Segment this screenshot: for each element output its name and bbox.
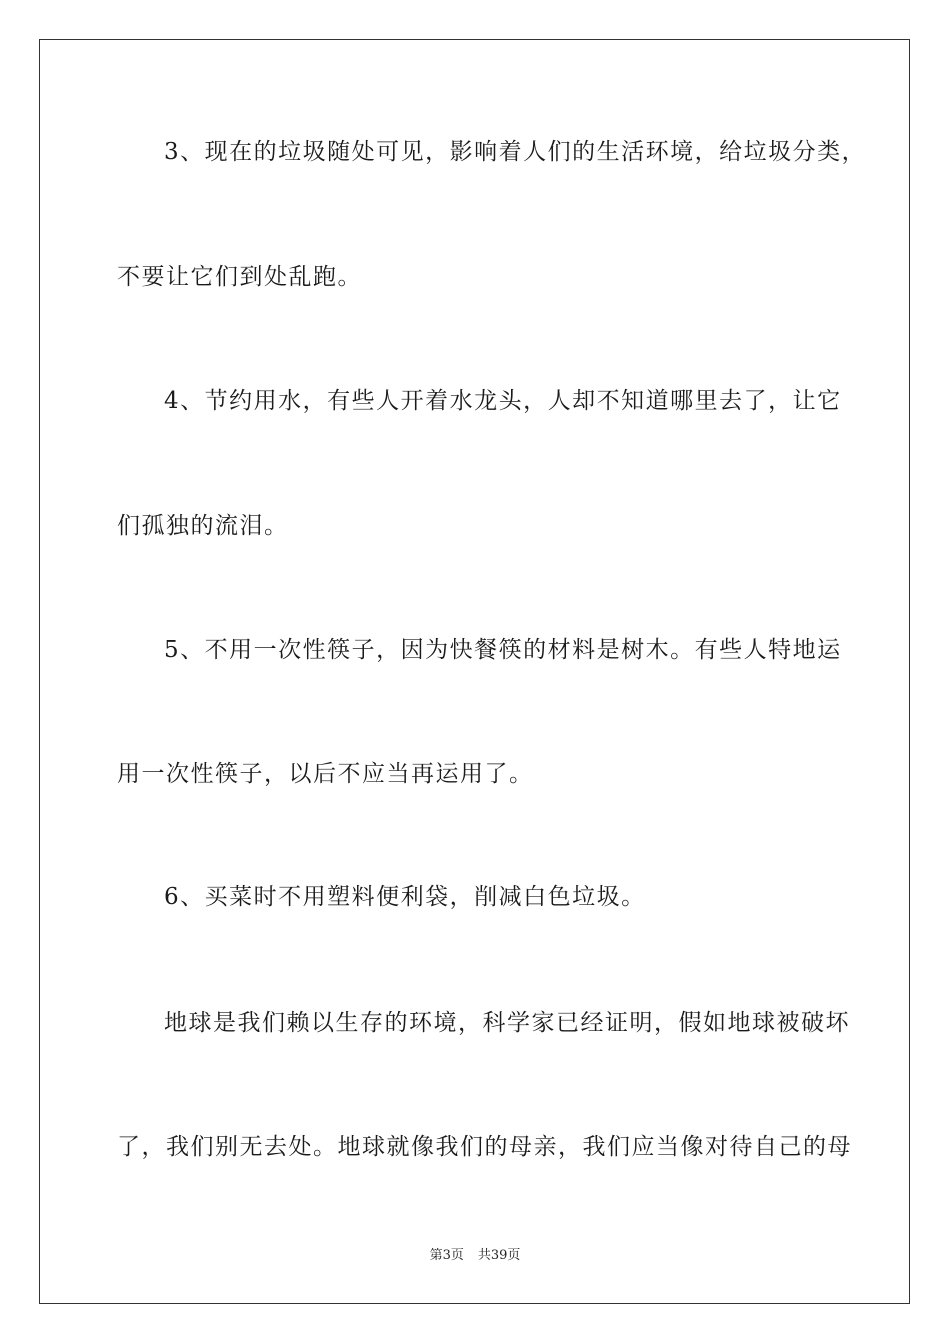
paragraph-6-line-1: 6、买菜时不用塑料便利袋，削减白色垃圾。 [164, 884, 646, 910]
paragraph-4-line-1: 4、节约用水，有些人开着水龙头，人却不知道哪里去了，让它 [164, 388, 842, 414]
paragraph-3-line-2: 不要让它们到处乱跑。 [117, 264, 362, 290]
paragraph-5-line-1: 5、不用一次性筷子，因为快餐筷的材料是树木。有些人特地运 [164, 637, 842, 663]
page-border [39, 39, 910, 1304]
page-number: 第3页 [429, 1248, 464, 1263]
paragraph-5-line-2: 用一次性筷子，以后不应当再运用了。 [117, 761, 534, 787]
paragraph-7-line-2: 了，我们别无去处。地球就像我们的母亲，我们应当像对待自己的母 [117, 1134, 852, 1160]
page-footer [0, 1247, 950, 1265]
paragraph-7-line-1: 地球是我们赖以生存的环境，科学家已经证明，假如地球被破坏 [164, 1010, 850, 1036]
paragraph-3-line-1: 3、现在的垃圾随处可见，影响着人们的生活环境，给垃圾分类， [164, 139, 867, 165]
total-pages: 共39页 [477, 1248, 521, 1263]
paragraph-4-line-2: 们孤独的流泪。 [117, 513, 289, 539]
